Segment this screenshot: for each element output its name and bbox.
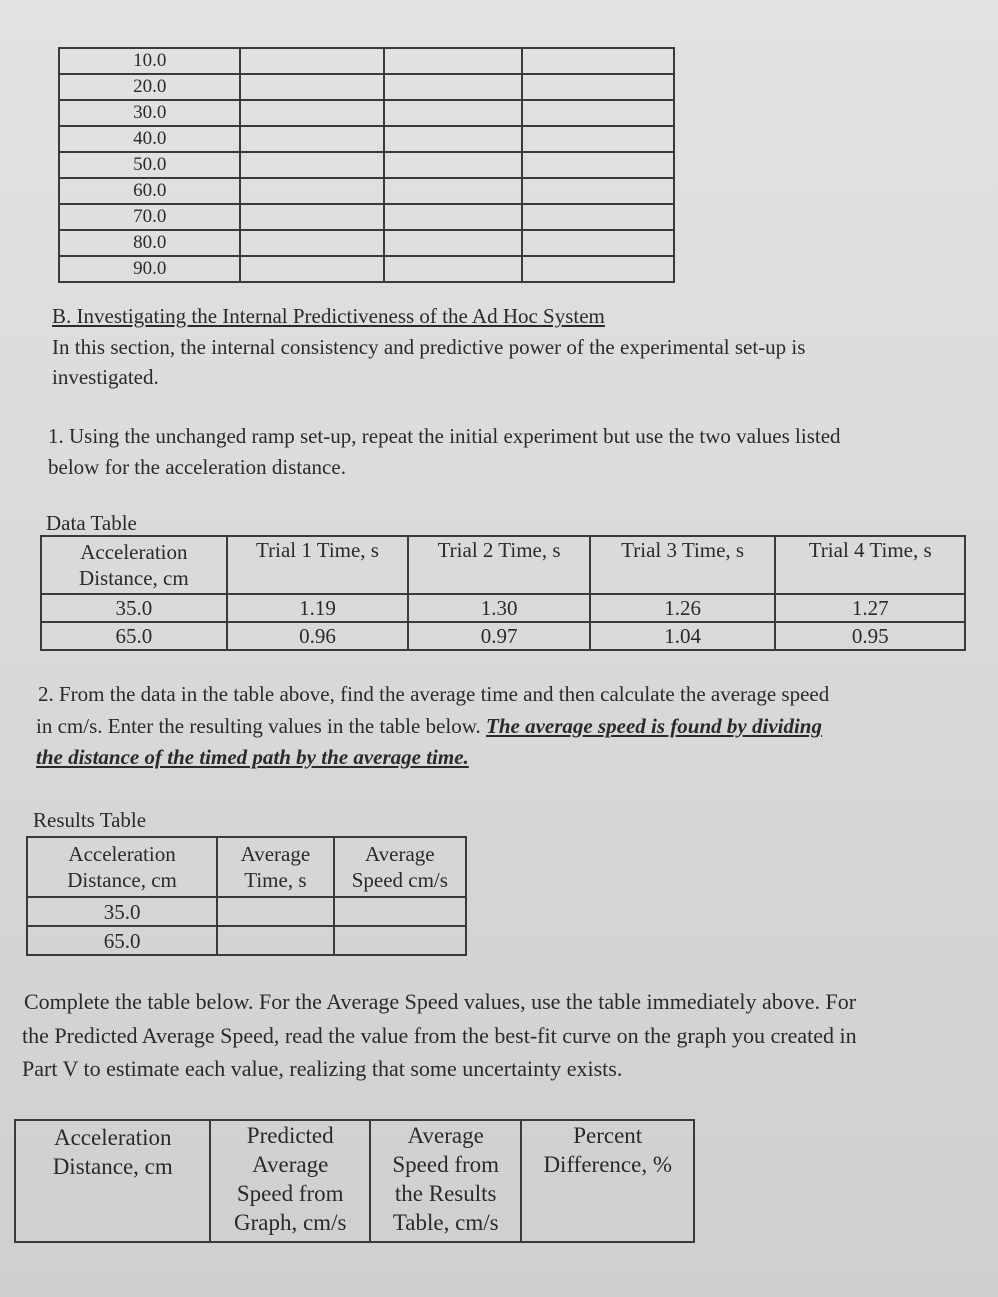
header-line: Speed cm/s — [351, 868, 448, 892]
comparison-table — [14, 1119, 695, 1243]
header-line: Difference, % — [543, 1152, 672, 1177]
header-line: Average — [365, 842, 435, 866]
empty-cell[interactable] — [522, 100, 675, 126]
empty-cell[interactable] — [522, 256, 675, 282]
header-line: Average — [240, 842, 311, 866]
complete-line2: the Predicted Average Speed, read the value from the best-fit curve on the graph you created in — [22, 1023, 857, 1048]
step2-line2-plain: in cm/s. Enter the resulting values in the table below. — [36, 714, 481, 738]
table-header-row — [27, 837, 466, 897]
empty-cell[interactable] — [240, 230, 384, 256]
header-line: Percent — [573, 1123, 643, 1148]
table-row — [59, 204, 674, 230]
table-header-row — [15, 1120, 694, 1242]
distance-cell: 35.0 — [27, 897, 217, 926]
table-header-row — [41, 536, 965, 594]
table-row — [59, 256, 674, 282]
complete-line3: Part V to estimate each value, realizing that some uncertainty exists. — [22, 1056, 623, 1081]
header-trial1: Trial 1 Time, s — [227, 536, 409, 594]
header-line: Distance, cm — [52, 1154, 173, 1179]
empty-cell[interactable] — [522, 152, 675, 178]
empty-cell[interactable] — [384, 126, 522, 152]
table-row — [59, 178, 674, 204]
empty-cell[interactable] — [384, 230, 522, 256]
empty-cell[interactable] — [384, 74, 522, 100]
header-line: Distance, cm — [79, 566, 189, 590]
header-predicted-speed — [210, 1120, 370, 1242]
header-line: Predicted — [246, 1123, 334, 1148]
distance-cell: 65.0 — [41, 622, 227, 650]
step1-line1: 1. Using the unchanged ramp set-up, repeat the initial experiment but use the two values listed — [48, 424, 841, 448]
empty-cell[interactable] — [334, 926, 466, 955]
header-acceleration — [27, 837, 217, 897]
header-average-speed — [334, 837, 466, 897]
header-line: the Results — [394, 1181, 497, 1206]
table-row — [41, 594, 965, 622]
empty-cell[interactable] — [240, 48, 384, 74]
header-line: Acceleration — [68, 842, 176, 866]
distance-cell: 70.0 — [59, 204, 240, 230]
time-cell: 1.04 — [590, 622, 776, 650]
empty-cell[interactable] — [240, 256, 384, 282]
empty-cell[interactable] — [384, 48, 522, 74]
table-row — [59, 230, 674, 256]
header-percent-difference — [521, 1120, 694, 1242]
distance-cell: 90.0 — [59, 256, 240, 282]
step2-line1: 2. From the data in the table above, find the average time and then calculate the average speed — [38, 682, 830, 706]
table-row — [27, 926, 466, 955]
header-trial2: Trial 2 Time, s — [408, 536, 590, 594]
empty-cell[interactable] — [384, 204, 522, 230]
header-line: Graph, cm/s — [234, 1210, 347, 1235]
header-acceleration — [41, 536, 227, 594]
empty-cell[interactable] — [522, 74, 675, 100]
header-line: Table, cm/s — [392, 1210, 499, 1235]
header-line: Distance, cm — [67, 868, 177, 892]
empty-cell[interactable] — [240, 74, 384, 100]
section-intro-line2: investigated. — [52, 365, 159, 389]
time-cell: 1.19 — [227, 594, 409, 622]
empty-cell[interactable] — [217, 897, 334, 926]
distance-cell: 35.0 — [41, 594, 227, 622]
header-line: Acceleration — [80, 540, 188, 564]
distance-cell: 10.0 — [59, 48, 240, 74]
header-trial4: Trial 4 Time, s — [775, 536, 965, 594]
empty-cell[interactable] — [522, 204, 675, 230]
table-row — [59, 48, 674, 74]
empty-cell[interactable] — [240, 178, 384, 204]
time-cell: 1.27 — [775, 594, 965, 622]
header-line: Acceleration — [53, 1125, 172, 1150]
time-cell: 0.97 — [408, 622, 590, 650]
distance-cell: 30.0 — [59, 100, 240, 126]
empty-cell[interactable] — [522, 230, 675, 256]
distance-cell: 40.0 — [59, 126, 240, 152]
empty-cell[interactable] — [334, 897, 466, 926]
header-line: Average — [407, 1123, 484, 1148]
table-row — [59, 100, 674, 126]
empty-cell[interactable] — [522, 178, 675, 204]
time-cell: 1.26 — [590, 594, 776, 622]
distance-table — [58, 47, 675, 283]
step2-line2-emph: The average speed is found by dividing — [486, 714, 822, 738]
empty-cell[interactable] — [384, 256, 522, 282]
data-table-title: Data Table — [46, 511, 137, 535]
empty-cell[interactable] — [384, 152, 522, 178]
table-row — [41, 622, 965, 650]
header-line: Average — [252, 1152, 329, 1177]
distance-cell: 65.0 — [27, 926, 217, 955]
distance-cell: 20.0 — [59, 74, 240, 100]
empty-cell[interactable] — [522, 126, 675, 152]
empty-cell[interactable] — [384, 100, 522, 126]
time-cell: 1.30 — [408, 594, 590, 622]
distance-cell: 60.0 — [59, 178, 240, 204]
table-row — [59, 152, 674, 178]
table-row — [59, 74, 674, 100]
distance-cell: 50.0 — [59, 152, 240, 178]
complete-line1: Complete the table below. For the Average Speed values, use the table immediately above. For — [24, 989, 857, 1014]
header-average-time — [217, 837, 334, 897]
header-line: Speed from — [392, 1152, 500, 1177]
header-acceleration — [15, 1120, 210, 1242]
header-line: Time, s — [244, 868, 307, 892]
step2-line3: the distance of the timed path by the average time. — [36, 745, 469, 769]
time-cell: 0.95 — [775, 622, 965, 650]
header-line: Speed from — [236, 1181, 344, 1206]
results-table-title: Results Table — [33, 808, 147, 832]
distance-cell: 80.0 — [59, 230, 240, 256]
data-table — [40, 535, 966, 651]
empty-cell[interactable] — [217, 926, 334, 955]
step1-line2: below for the acceleration distance. — [48, 455, 346, 479]
section-heading: B. Investigating the Internal Predictiveness of the Ad Hoc System — [52, 304, 605, 328]
empty-cell[interactable] — [240, 126, 384, 152]
results-table — [26, 836, 467, 956]
section-intro-line1: In this section, the internal consistency and predictive power of the experimental set-up is — [52, 335, 806, 359]
empty-cell[interactable] — [522, 48, 675, 74]
table-row — [59, 126, 674, 152]
time-cell: 0.96 — [227, 622, 409, 650]
table-row — [27, 897, 466, 926]
step2-line2 — [36, 711, 822, 741]
empty-cell[interactable] — [240, 100, 384, 126]
header-trial3: Trial 3 Time, s — [590, 536, 776, 594]
empty-cell[interactable] — [240, 152, 384, 178]
header-results-speed — [370, 1120, 521, 1242]
empty-cell[interactable] — [384, 178, 522, 204]
empty-cell[interactable] — [240, 204, 384, 230]
